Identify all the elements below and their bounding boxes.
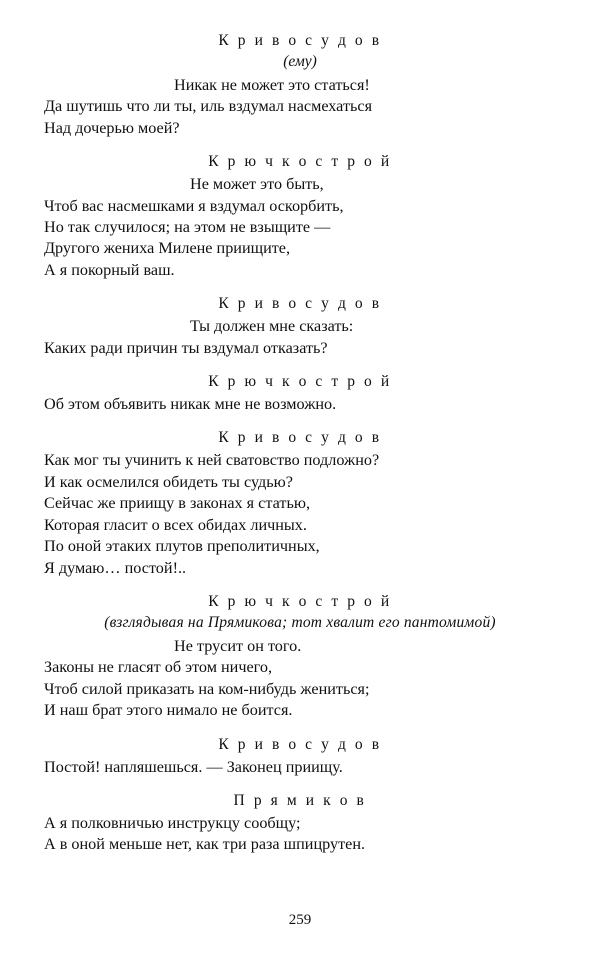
verse-line: Над дочерью моей? <box>44 118 180 137</box>
verse-line: И наш брат этого нимало не боится. <box>44 701 293 720</box>
dialogue-block <box>44 32 556 139</box>
verse-lines <box>44 450 556 578</box>
speaker-name: К р и в о с у д о в <box>218 32 382 49</box>
dialogue-block <box>44 792 556 856</box>
stage-direction: (ему) <box>283 53 317 70</box>
speaker-name: К р ю ч к о с т р о й <box>208 592 392 610</box>
speaker-name: К р ю ч к о с т р о й <box>208 373 392 391</box>
verse-line: Да шутишь что ли ты, иль вздумал насмехаться <box>44 97 373 116</box>
verse-line: По оной этаких плутов преполитичных, <box>44 537 320 556</box>
verse-line: Но так случилося; на этом не взыщите — <box>44 218 331 237</box>
verse-line: Чтоб силой приказать на ком-нибудь жениться; <box>44 679 370 698</box>
verse-lines <box>44 636 556 722</box>
verse-line: Постой! напляшешься. — Законец приищу. <box>44 757 343 776</box>
verse-line: Я думаю… постой!.. <box>44 558 187 577</box>
verse-lines <box>44 174 556 281</box>
verse-lines <box>44 813 556 856</box>
verse-line: Законы не гласят об этом ничего, <box>44 658 273 677</box>
dialogue-block <box>44 429 556 578</box>
play-text-body <box>44 32 556 856</box>
verse-line: Об этом объявить никак мне не возможно. <box>44 395 337 414</box>
speaker-name: К р и в о с у д о в <box>218 295 382 313</box>
dialogue-block <box>44 736 556 778</box>
verse-lines <box>44 75 556 139</box>
verse-line: Чтоб вас насмешками я вздумал оскорбить, <box>44 196 344 215</box>
verse-lines <box>44 757 556 778</box>
dialogue-block <box>44 373 556 415</box>
verse-line: А я покорный ваш. <box>44 260 175 279</box>
verse-line: Другого жениха Милене приищите, <box>44 239 291 258</box>
speaker-name: П р я м и к о в <box>233 791 367 809</box>
speaker-name: К р ю ч к о с т р о й <box>208 153 392 171</box>
stage-direction: (взглядывая на Прямикова; тот хвалит его пантомимой) <box>104 613 496 631</box>
verse-line: А в оной меньше нет, как три раза шпицрутен. <box>44 835 366 854</box>
verse-line: Не трусит он того. <box>174 636 302 655</box>
page-number: 259 <box>288 912 312 928</box>
verse-line: Как мог ты учинить к ней сватовство подложно? <box>44 451 380 470</box>
verse-line: А я полковничью инструкцу сообщу; <box>44 813 301 832</box>
verse-line: Которая гласит о всех обидах личных. <box>44 515 307 534</box>
verse-line: Никак не может это статься! <box>174 76 370 94</box>
verse-lines <box>44 316 556 359</box>
speaker-name: К р и в о с у д о в <box>218 429 382 447</box>
dialogue-block <box>44 153 556 281</box>
verse-line: Не может это быть, <box>190 175 324 194</box>
verse-lines <box>44 394 556 415</box>
verse-line: Ты должен мне сказать: <box>190 317 354 336</box>
dialogue-block <box>44 295 556 359</box>
verse-line: И как осмелился обидеть ты судью? <box>44 472 293 491</box>
verse-line: Каких ради причин ты вздумал отказать? <box>44 338 328 357</box>
verse-line: Сейчас же приищу в законах я статью, <box>44 494 310 513</box>
speaker-name: К р и в о с у д о в <box>218 735 382 753</box>
dialogue-block <box>44 593 556 722</box>
